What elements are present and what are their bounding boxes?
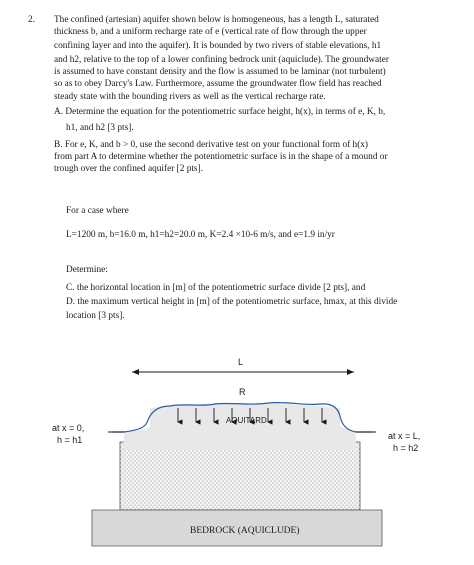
part-b-line-1: B. For e, K, and b > 0, use the second derivative test on your functional form of h(x) [54, 140, 369, 150]
intro-line-3: confining layer and into the aquifer). It is bounded by two rivers of stable elevations, h1 [54, 41, 382, 51]
part-d-line-2: location [3 pts]. [66, 311, 125, 321]
case-values [66, 229, 335, 241]
right-boundary-h: h = h2 [393, 443, 419, 453]
aquifer-diagram [0, 350, 474, 565]
part-a-line-1: A. Determine the equation for the potentiometric surface height, h(x), in terms of e, K, b, [54, 107, 386, 117]
problem-number: 2. [28, 15, 35, 25]
aquitard-label: AQUITARD [226, 416, 267, 425]
part-b-line-3: trough over the confined aquifer [2 pts]. [54, 164, 203, 174]
aquitard-layer [124, 404, 356, 451]
intro-line-4: and h2, relative to the top of a lower confining bedrock unit (aquiclude). The groundwater [54, 55, 389, 65]
determine-heading: Determine: [66, 265, 108, 275]
value-L: L=1200 m, [66, 230, 108, 240]
part-c: C. the horizontal location in [m] of the potentiometric surface divide [2 pts], and [66, 283, 366, 293]
recharge-label: R [239, 387, 246, 397]
length-label: L [238, 357, 244, 367]
intro-line-5: is assumed to have constant density and the flow is assumed to be laminar (not turbulent) [54, 67, 386, 77]
intro-line-1: The confined (artesian) aquifer shown below is homogeneous, has a length L, saturated [54, 15, 379, 25]
part-a-line-2: h1, and h2 [3 pts]. [66, 123, 134, 133]
part-b-line-2: from part A to determine whether the potentiometric surface is in the shape of a mound or [54, 152, 388, 162]
value-h: h1=h2=20.0 m, [150, 230, 208, 240]
aquifer-body [120, 442, 360, 510]
case-heading: For a case where [66, 206, 129, 216]
value-b: b=16.0 m, [109, 230, 148, 240]
intro-line-2: thickness b, and a uniform recharge rate of e (vertical rate of flow through the upper [54, 27, 367, 37]
right-boundary-x: at x = L, [388, 431, 421, 441]
bedrock-label: BEDROCK (AQUICLUDE) [190, 526, 300, 536]
value-e: and e=1.9 in/yr [278, 230, 335, 240]
left-boundary-h: h = h1 [57, 435, 83, 445]
intro-line-6: so as to obey Darcy's Law. Furthermore, assume the groundwater flow field has reached [54, 79, 382, 89]
value-K: K=2.4 ×10-6 m/s, [209, 230, 276, 240]
intro-line-7: steady state with the bounding rivers as well as the vertical recharge rate. [54, 92, 326, 102]
part-d-line-1: D. the maximum vertical height in [m] of the potentiometric surface, hmax, at this divide [66, 297, 398, 307]
left-boundary-x: at x = 0, [52, 423, 85, 433]
